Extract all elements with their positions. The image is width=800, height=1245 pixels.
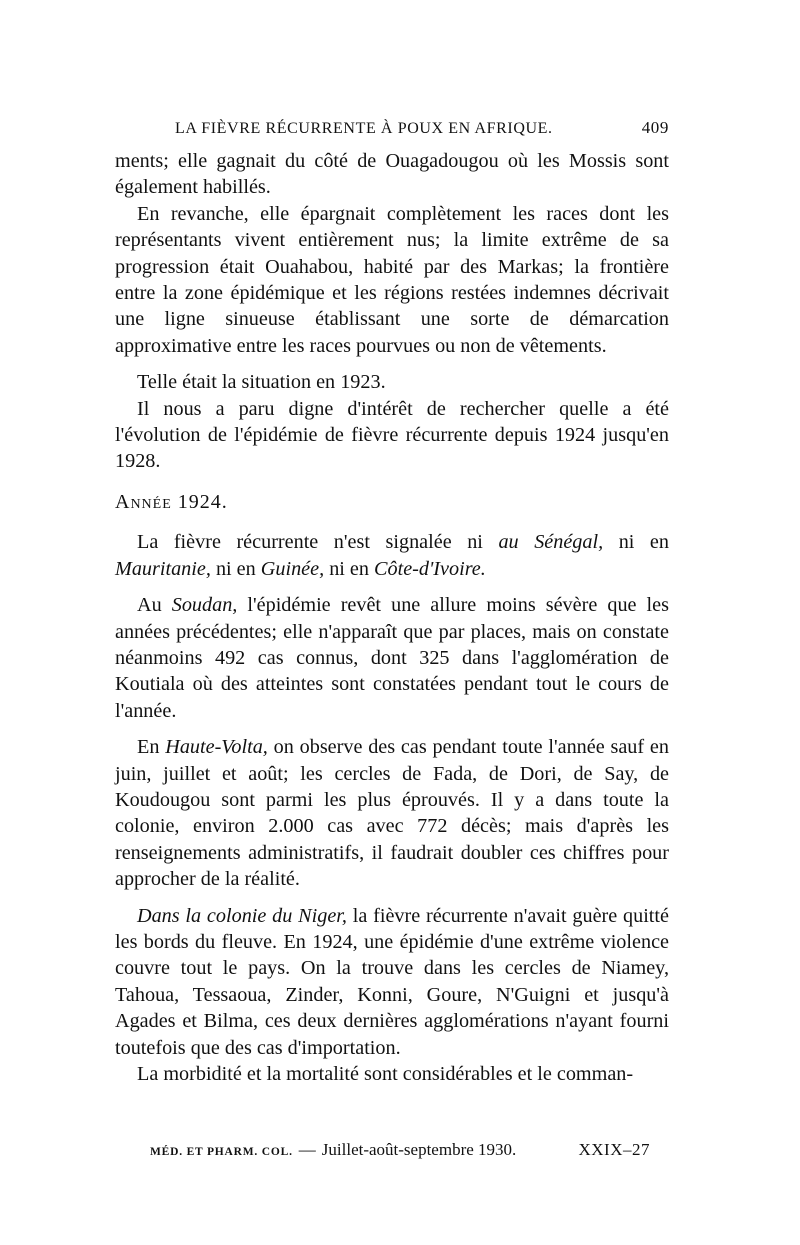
text-run: La fièvre récurrente n'est signalée ni — [137, 531, 499, 554]
text-run: ni en — [603, 531, 669, 554]
paragraph: En revanche, elle épargnait complètement les races dont les représentants vivent entièrement nus; la limite extrême de sa progression était Ouahabou, habité par des Markas; la frontière entre la zone épidémique et les régions restées indemnes décrivait une ligne sinueuse établissant une sorte de démarcation approximative entre les races pourvues ou non de vêtements. — [115, 202, 669, 357]
page-number: 409 — [641, 118, 669, 137]
italic-text: Soudan, — [171, 594, 238, 617]
text-run: En — [137, 736, 166, 759]
signature-mark: XXIX–27 — [578, 1140, 650, 1159]
paragraph — [115, 529, 669, 582]
footer-dash: — — [298, 1140, 316, 1159]
section-heading — [115, 489, 669, 515]
paragraph — [115, 734, 669, 892]
italic-text: Mauritanie, — [115, 557, 211, 580]
text-run: la fièvre récurrente n'avait guère quitté les bords du fleuve. En 1924, une épidémie d'une extrême violence couvre tout le pays. On la trouve dans les cercles de Niamey, Tahoua, Tessaoua, Zinder, Konni, Goure, N'Guigni et jusqu'à Agades et Bilma, ces deux dernières agglomérations n'ayant fourni toutefois que des cas d'importation. — [115, 904, 669, 1059]
body-text — [115, 148, 669, 1087]
section-heading-word: Année — [115, 490, 172, 513]
running-title: LA FIÈVRE RÉCURRENTE À POUX EN AFRIQUE. — [175, 120, 553, 137]
italic-text: Dans la colonie du Niger, — [137, 904, 347, 927]
italic-text: Guinée, — [260, 557, 325, 580]
paragraph-continuation: ments; elle gagnait du côté de Ouagadougou où les Mossis sont également habillés. — [115, 150, 669, 199]
page — [115, 118, 669, 1087]
section-heading-year: 1924. — [177, 490, 228, 513]
paragraph — [115, 592, 669, 724]
paragraph: Il nous a paru digne d'intérêt de rechercher quelle a été l'évolution de l'épidémie de fièvre récurrente depuis 1924 jusqu'en 1928. — [115, 397, 669, 473]
page-footer — [150, 1140, 650, 1160]
paragraph: Telle était la situation en 1923. — [137, 371, 386, 394]
text-run: ni en — [324, 557, 375, 580]
journal-abbreviation: MÉD. ET PHARM. COL. — [150, 1146, 293, 1158]
text-run: ni en — [210, 557, 261, 580]
issue-date: Juillet-août-septembre 1930. — [321, 1140, 517, 1159]
paragraph — [115, 903, 669, 1061]
running-header — [175, 118, 669, 148]
italic-text: Côte-d'Ivoire. — [374, 557, 486, 580]
italic-text: au Sénégal, — [498, 531, 604, 554]
text-run: on observe des cas pendant toute l'année sauf en juin, juillet et août; les cercles de Fada, de Dori, de Say, de Koudougou sont parmi les plus éprouvés. Il y a dans toute la colonie, environ 2.000 cas avec 772 décès; mais d'après les renseignements administratifs, il faudrait doubler ces chiffres pour approcher de la réalité. — [115, 736, 669, 891]
text-run: l'épidémie revêt une allure moins sévère que les années précédentes; elle n'apparaît que par places, mais on constate néanmoins 492 cas connus, dont 325 dans l'agglomération de Koutiala où des atteintes sont constatées pendant tout le cours de l'année. — [115, 594, 669, 722]
italic-text: Haute-Volta, — [165, 736, 268, 759]
text-run: Au — [137, 594, 172, 617]
paragraph: La morbidité et la mortalité sont considérables et le comman- — [137, 1063, 634, 1085]
